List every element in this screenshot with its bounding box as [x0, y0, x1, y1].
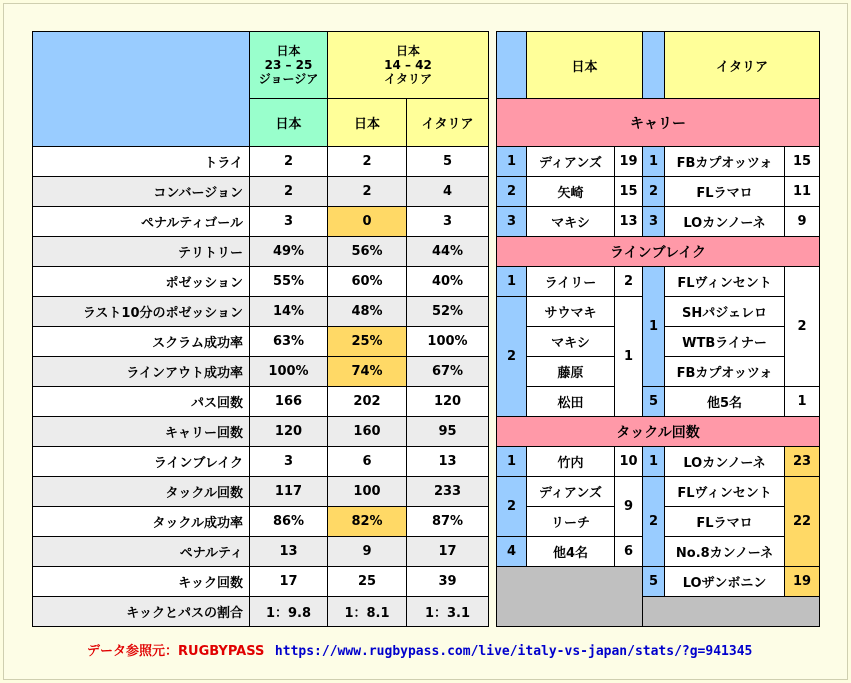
rank-cell: 1 — [497, 147, 527, 177]
stat-row — [33, 597, 489, 627]
stat-row — [33, 417, 489, 447]
team-header-japan-vs-italy: 日本 — [328, 99, 407, 147]
player-value: 22 — [785, 477, 820, 567]
stat-label: ラインブレイク — [33, 447, 250, 477]
stat-value-japan-georgia: 100% — [250, 357, 328, 387]
rank-cell: 5 — [643, 567, 665, 597]
player-name: 他4名 — [527, 537, 615, 567]
stat-row — [33, 297, 489, 327]
player-name: 矢崎 — [527, 177, 615, 207]
stat-row — [33, 207, 489, 237]
stat-label: タックル回数 — [33, 477, 250, 507]
stat-label: ラスト10分のポゼッション — [33, 297, 250, 327]
player-value: 9 — [615, 477, 643, 537]
stat-value-japan-georgia: 2 — [250, 147, 328, 177]
stat-value-italy: 233 — [407, 477, 489, 507]
player-value: 23 — [785, 447, 820, 477]
stat-value-japan-italy: 48% — [328, 297, 407, 327]
rank-cell: 2 — [643, 477, 665, 567]
player-name: リーチ — [527, 507, 615, 537]
stat-label: キック回数 — [33, 567, 250, 597]
rank-header-italy — [643, 32, 665, 99]
rank-cell: 5 — [643, 387, 665, 417]
stat-value-italy: 40% — [407, 267, 489, 297]
stat-value-japan-italy: 1：8.1 — [328, 597, 407, 627]
player-name: LOザンボニン — [665, 567, 785, 597]
source-link[interactable]: https://www.rugbypass.com/live/italy-vs-japan/stats/?g=941345 — [274, 644, 753, 659]
stat-label: タックル成功率 — [33, 507, 250, 537]
stat-value-japan-georgia: 49% — [250, 237, 328, 267]
stat-value-japan-georgia: 166 — [250, 387, 328, 417]
stat-label: ポゼッション — [33, 267, 250, 297]
stat-value-japan-italy: 160 — [328, 417, 407, 447]
stat-row — [33, 567, 489, 597]
rank-cell: 2 — [497, 177, 527, 207]
player-value: 11 — [785, 177, 820, 207]
stat-label: ペナルティゴール — [33, 207, 250, 237]
team-header-japan: 日本 — [527, 32, 643, 99]
stat-value-italy: 44% — [407, 237, 489, 267]
stat-value-japan-italy: 82% — [328, 507, 407, 537]
source-label: データ参照元：RUGBYPASS — [87, 644, 265, 659]
stat-row — [33, 147, 489, 177]
stat-row — [33, 357, 489, 387]
rank-cell: 1 — [497, 447, 527, 477]
player-name: 竹内 — [527, 447, 615, 477]
stat-value-italy: 39 — [407, 567, 489, 597]
player-name: No.8カンノーネ — [665, 537, 785, 567]
stat-value-japan-italy: 2 — [328, 177, 407, 207]
stat-value-japan-italy: 56% — [328, 237, 407, 267]
stat-value-japan-italy: 6 — [328, 447, 407, 477]
stat-row — [33, 507, 489, 537]
player-name: SHパジェレロ — [665, 297, 785, 327]
stat-value-japan-italy: 74% — [328, 357, 407, 387]
stat-value-japan-italy: 9 — [328, 537, 407, 567]
rank-cell: 2 — [643, 177, 665, 207]
player-name: サウマキ — [527, 297, 615, 327]
player-value: 2 — [615, 267, 643, 297]
player-name: WTBライナー — [665, 327, 785, 357]
player-name: 松田 — [527, 387, 615, 417]
stat-value-italy: 87% — [407, 507, 489, 537]
player-name: ディアンズ — [527, 477, 615, 507]
player-name: マキシ — [527, 207, 615, 237]
stat-row — [33, 477, 489, 507]
empty-filler — [497, 567, 643, 627]
stat-label: コンバージョン — [33, 177, 250, 207]
team-header-italy: イタリア — [665, 32, 820, 99]
stat-row — [33, 447, 489, 477]
stat-label: トライ — [33, 147, 250, 177]
stat-value-japan-italy: 0 — [328, 207, 407, 237]
stats-header-blank — [33, 32, 250, 147]
player-value: 19 — [615, 147, 643, 177]
rank-header-japan — [497, 32, 527, 99]
player-value: 6 — [615, 537, 643, 567]
stat-row — [33, 177, 489, 207]
section-carry: キャリー — [497, 99, 820, 147]
rank-cell: 1 — [497, 267, 527, 297]
rank-cell: 3 — [643, 207, 665, 237]
stat-value-japan-italy: 2 — [328, 147, 407, 177]
player-stats-table — [496, 31, 820, 627]
stat-row — [33, 537, 489, 567]
rank-cell: 1 — [643, 267, 665, 387]
stat-value-italy: 5 — [407, 147, 489, 177]
player-value: 10 — [615, 447, 643, 477]
japan-italy-header: 日本 14 – 42 イタリア — [328, 32, 489, 99]
rank-cell: 4 — [497, 537, 527, 567]
stat-value-italy: 52% — [407, 297, 489, 327]
stat-label: キックとパスの割合 — [33, 597, 250, 627]
source-line — [87, 640, 752, 659]
player-value: 19 — [785, 567, 820, 597]
stat-label: スクラム成功率 — [33, 327, 250, 357]
stat-value-japan-georgia: 63% — [250, 327, 328, 357]
rank-cell: 3 — [497, 207, 527, 237]
stat-value-italy: 1：3.1 — [407, 597, 489, 627]
stat-label: テリトリー — [33, 237, 250, 267]
player-name: FBカプオッツォ — [665, 357, 785, 387]
stat-value-japan-georgia: 2 — [250, 177, 328, 207]
player-name: FLヴィンセント — [665, 477, 785, 507]
match-stats-table — [32, 31, 489, 627]
stat-value-japan-georgia: 3 — [250, 447, 328, 477]
stat-value-japan-italy: 202 — [328, 387, 407, 417]
stat-value-japan-georgia: 13 — [250, 537, 328, 567]
player-name: FLヴィンセント — [665, 267, 785, 297]
stat-value-japan-italy: 25% — [328, 327, 407, 357]
stat-value-japan-italy: 25 — [328, 567, 407, 597]
stat-value-japan-georgia: 120 — [250, 417, 328, 447]
stat-label: パス回数 — [33, 387, 250, 417]
player-value: 9 — [785, 207, 820, 237]
stat-value-japan-georgia: 3 — [250, 207, 328, 237]
player-name: FBカプオッツォ — [665, 147, 785, 177]
player-name: ライリー — [527, 267, 615, 297]
stat-label: キャリー回数 — [33, 417, 250, 447]
stat-value-japan-italy: 100 — [328, 477, 407, 507]
empty-filler — [643, 597, 820, 627]
player-name: LOカンノーネ — [665, 207, 785, 237]
player-name: FLラマロ — [665, 507, 785, 537]
rank-cell: 1 — [643, 447, 665, 477]
player-name: FLラマロ — [665, 177, 785, 207]
stat-value-italy: 4 — [407, 177, 489, 207]
section-linebreak: ラインブレイク — [497, 237, 820, 267]
japan-georgia-header: 日本 23 – 25 ジョージア — [250, 32, 328, 99]
player-name: 藤原 — [527, 357, 615, 387]
stat-row — [33, 387, 489, 417]
rank-cell: 2 — [497, 297, 527, 417]
stat-value-japan-italy: 60% — [328, 267, 407, 297]
stat-label: ペナルティ — [33, 537, 250, 567]
player-name: LOカンノーネ — [665, 447, 785, 477]
stat-value-japan-georgia: 117 — [250, 477, 328, 507]
stat-value-italy: 95 — [407, 417, 489, 447]
stat-value-japan-georgia: 86% — [250, 507, 328, 537]
player-value: 15 — [615, 177, 643, 207]
stat-label: ラインアウト成功率 — [33, 357, 250, 387]
stat-value-italy: 120 — [407, 387, 489, 417]
player-name: ディアンズ — [527, 147, 615, 177]
player-value: 1 — [785, 387, 820, 417]
stat-value-italy: 67% — [407, 357, 489, 387]
stat-value-japan-georgia: 55% — [250, 267, 328, 297]
team-header-japan-vs-georgia: 日本 — [250, 99, 328, 147]
stat-value-italy: 100% — [407, 327, 489, 357]
stat-value-italy: 3 — [407, 207, 489, 237]
stat-value-japan-georgia: 1：9.8 — [250, 597, 328, 627]
rank-cell: 1 — [643, 147, 665, 177]
rank-cell: 2 — [497, 477, 527, 537]
stat-row — [33, 327, 489, 357]
player-name: 他5名 — [665, 387, 785, 417]
stat-value-italy: 13 — [407, 447, 489, 477]
stat-value-italy: 17 — [407, 537, 489, 567]
stat-value-japan-georgia: 17 — [250, 567, 328, 597]
stat-row — [33, 237, 489, 267]
stat-row — [33, 267, 489, 297]
player-name: マキシ — [527, 327, 615, 357]
player-value: 2 — [785, 267, 820, 387]
stat-value-japan-georgia: 14% — [250, 297, 328, 327]
section-tackle: タックル回数 — [497, 417, 820, 447]
player-value: 15 — [785, 147, 820, 177]
player-value: 1 — [615, 297, 643, 417]
team-header-italy: イタリア — [407, 99, 489, 147]
player-value: 13 — [615, 207, 643, 237]
